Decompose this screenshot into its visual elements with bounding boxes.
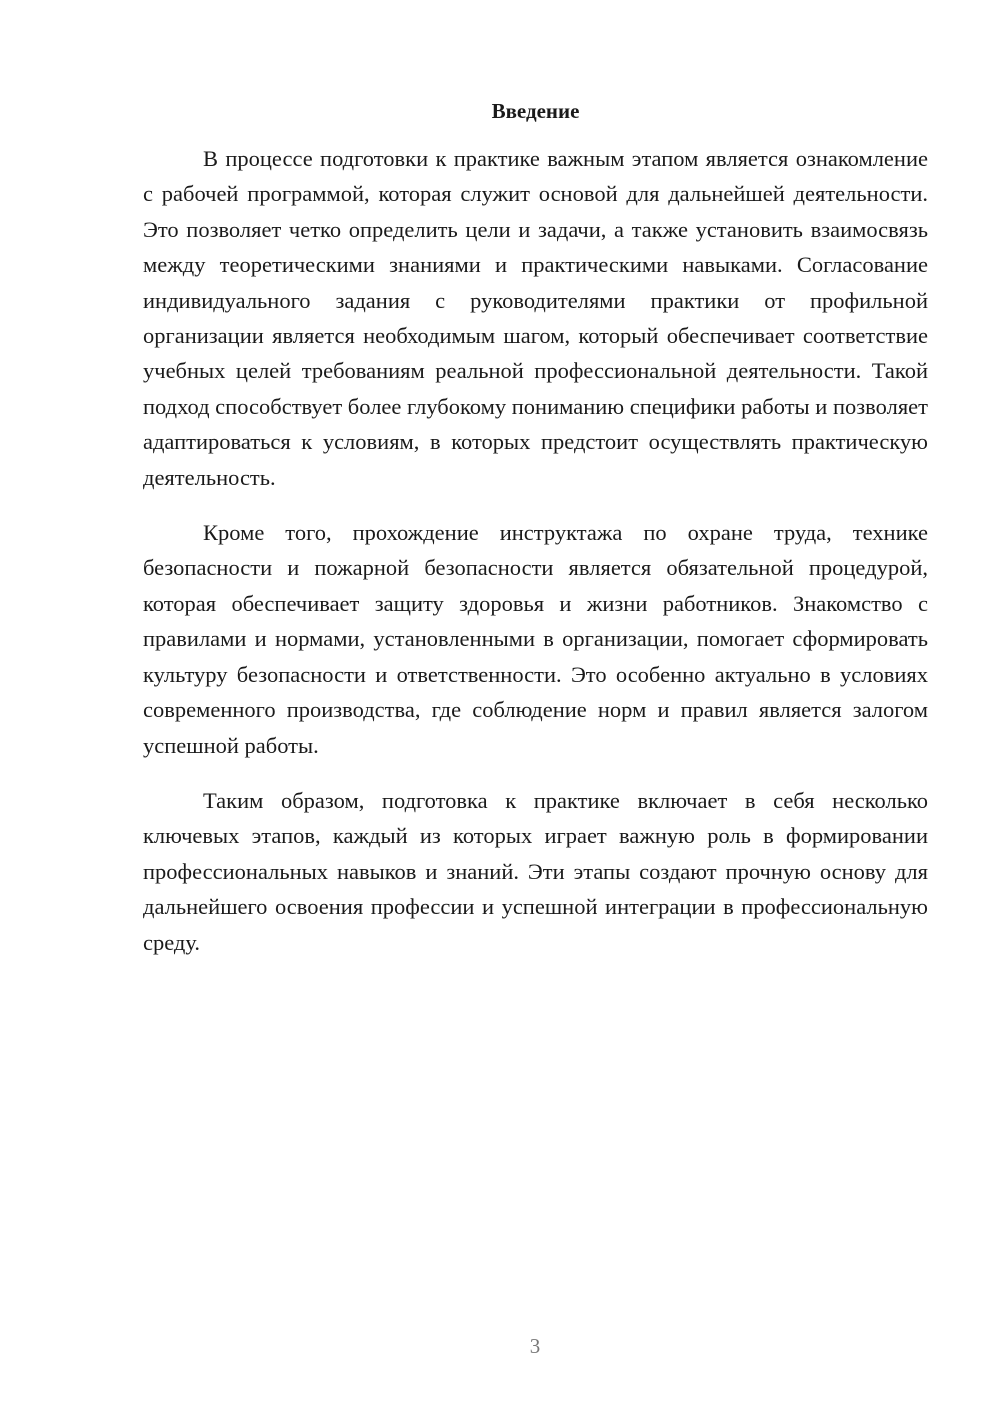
- paragraph-3: Таким образом, подготовка к практике включает в себя несколько ключевых этапов, каждый из которых играет важную роль в формировании профессиональных навыков и знаний. Эти этапы создают прочную основу для дальнейшего освоения профессии и успешной интеграции в профессиональную среду.: [143, 787, 928, 955]
- paragraph-1: В процессе подготовки к практике важным этапом является ознакомление с рабочей программой, которая служит основой для дальнейшей деятельности. Это позволяет четко определить цели и задачи, а также установить взаимосвязь между теоретическими знаниями и практическими навыками. Согласование индивидуального задания с руководителями практики от профильной организации является необходимым шагом, который обеспечивает соответствие учебных целей требованиям реальной профессиональной деятельности. Такой подход способствует более глубокому пониманию специфики работы и позволяет адаптироваться к условиям, в которых предстоит осуществлять практическую деятельность.: [143, 146, 928, 490]
- section-title: Введение: [491, 99, 580, 123]
- body-text: [143, 141, 928, 980]
- paragraph-2: Кроме того, прохождение инструктажа по охране труда, технике безопасности и пожарной безопасности является обязательной процедурой, которая обеспечивает защиту здоровья и жизни работников. Знакомство с правилами и нормами, установленными в организации, помогает сформировать культуру безопасности и ответственности. Это особенно актуально в условиях современного производства, где соблюдение норм и правил является залогом успешной работы.: [143, 520, 928, 758]
- page-number: 3: [529, 1334, 541, 1358]
